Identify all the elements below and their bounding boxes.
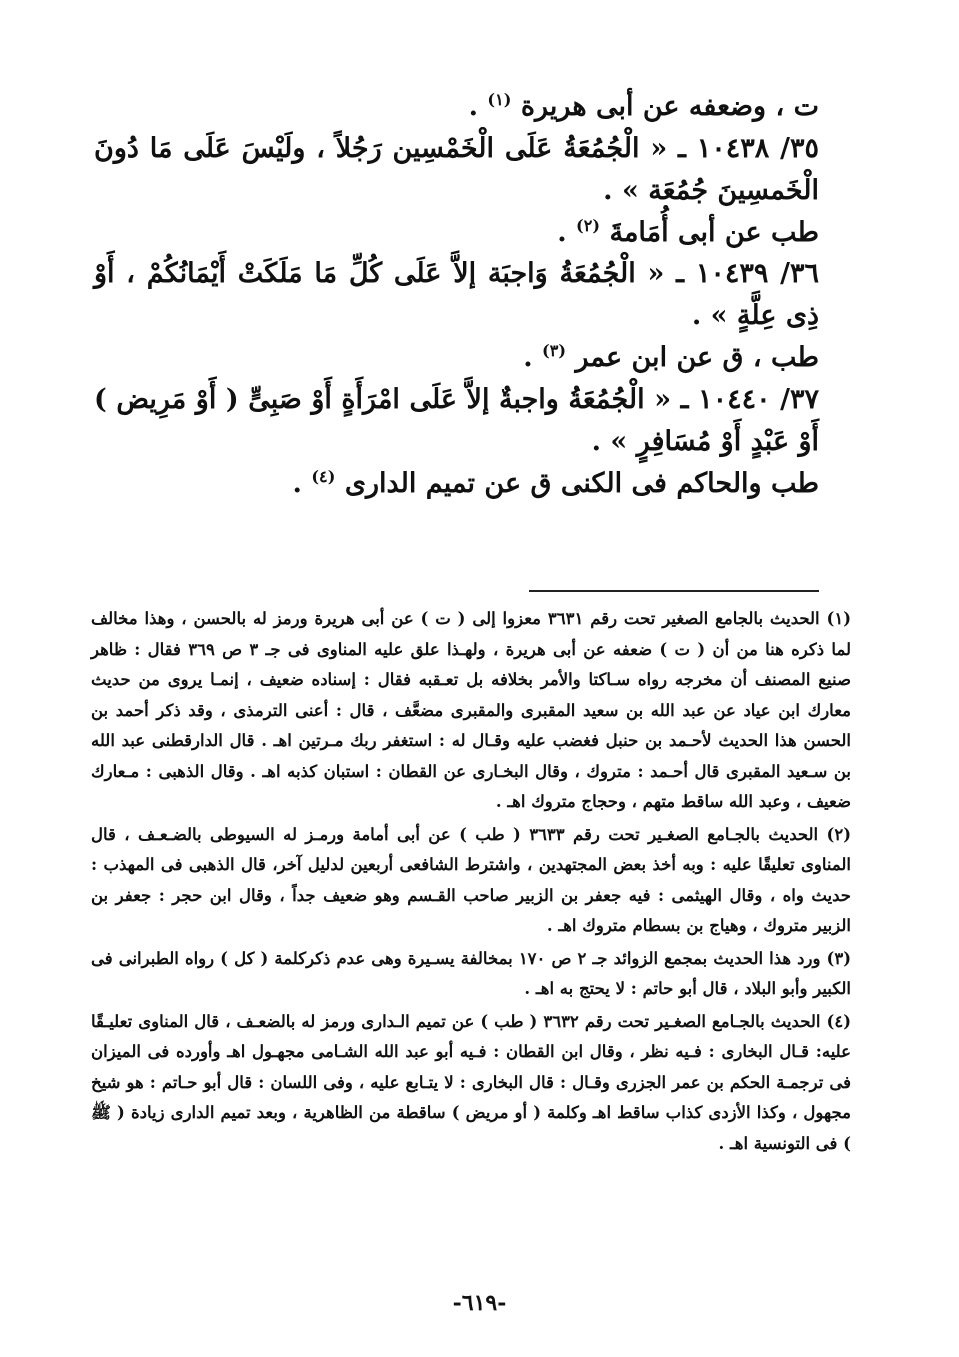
hadith-37: ٣٧/ ١٠٤٤٠ ـ « الْجُمُعَةُ واجبةٌ إلاَّ عَلَى امْرَأَةٍ أَوْ صَبِىٍّ ( أَوْ مَرِيض ) أَوْ عَبْدٍ أَوْ مُسَافِرٍ » . xyxy=(94,383,819,457)
source-line-35 xyxy=(94,212,819,254)
period: . xyxy=(557,216,567,248)
source-text: طب والحاكم فى الكنى ق عن تميم الدارى xyxy=(344,467,819,499)
hadith-36: ٣٦/ ١٠٤٣٩ ـ « الْجُمُعَةُ وَاجبَة إلاَّ عَلَى كُلِّ مَا مَلَكَتْ أَيْمَانُكُمْ ، أَوْ ذِى عِلَّةٍ » . xyxy=(94,258,819,332)
footnote-ref-1[interactable]: (١) xyxy=(487,90,512,109)
footnote-divider xyxy=(529,590,819,592)
period: . xyxy=(523,342,533,374)
hadith-35: ٣٥/ ١٠٤٣٨ ـ « الْجُمُعَةُ عَلَى الْخَمْسِين رَجُلاً ، ولَيْسَ عَلَى مَا دُونَ الْخَمسِينَ جُمُعَة » . xyxy=(94,132,819,206)
source-text: ت ، وضعفه عن أبى هريرة xyxy=(520,91,819,122)
page-number: -٦١٩- xyxy=(452,1290,507,1316)
footnote-4: (٤) الحديث بالجـامع الصغـير تحت رقم ٣٦٣٢ ( طب ) عن تميم الـدارى ورمز له بالضعـف ، قال المناوى تعليـقًا عليه: قـال البخارى : فـيه نظر ، وقال ابن القطان : فـيه أبو عبد الله الشـامى مجهـول اهـ وأورده فى الميزان فى ترجمـة الحكم بن عمر الجزرى وقـال : قال البخارى : لا يتـابع عليه ، وفى اللسان : قال أبو حـاتم : هو شيخ مجهول ، وكذا الأزدى كذاب ساقط اهـ وكلمة ( أو مريض ) ساقطة من الظاهرية ، وبعد تميم الدارى زيادة ( ﷺ ) فى التونسية اهـ . xyxy=(91,1011,851,1153)
period: . xyxy=(292,467,302,499)
source-text: طب ، ق عن ابن عمر xyxy=(575,342,819,374)
footnote-3: (٣) ورد هذا الحديث بمجمع الزوائد جـ ٢ ص ١٧٠ بمخالفة يسـيرة وهى عدم ذكركلمة ( كل ) رواه الطبرانى فى الكبير وأبو البلاد ، قال أبو حاتم : لا يحتج به اهـ . xyxy=(91,948,852,998)
source-line-36 xyxy=(94,337,819,379)
footnote-ref-4[interactable]: (٤) xyxy=(311,466,336,486)
hadith-main-text xyxy=(94,86,819,504)
footnote-ref-3[interactable]: (٣) xyxy=(542,341,567,361)
footnote-1: (١) الحديث بالجامع الصغير تحت رقم ٣٦٣١ معزوا إلى ( ت ) عن أبى هريرة ورمز له بالحسن ، وهذا مخالف لما ذكره هنا من أن ( ت ) ضعفه عن أبى هريرة ، ولهـذا علق عليه المناوى فى جـ ٣ ص ٣٦٩ فقال : ظاهر صنيع المصنف أن مخرجه رواه سـاكتا والأمر بخلافه بل تعـقبه فقال : إسناده ضعيف ، إنمـا يروى من حديث معارك ابن عياد عن عبد الله بن سعيد المقبرى والمقبرى مضعَّف ، قال : أعنى الترمذى ، وقد ذكر أحمد بن الحسن هذا الحديث لأحـمد بن حنبل فغضب عليه وقـال له : استغفر ربك مـرتين اهـ . قال الدارقطنى عبد الله بن سـعيد المقبرى قال أحـمد : متروك ، وقال البخـارى عن القطان : استبان كذبه اهـ . وقال الذهبى : مـعارك ضعيف ، وعبد الله ساقط متهم ، وحجاج متروك اهـ . xyxy=(91,609,852,811)
source-line-37 xyxy=(94,463,819,505)
footnotes-section xyxy=(91,604,851,1159)
source-line-34 xyxy=(94,86,819,128)
source-text: طب عن أبى أُمَامةَ xyxy=(609,216,819,248)
period: . xyxy=(468,91,478,122)
footnote-2: (٢) الحديث بالجـامع الصغـير تحت رقم ٣٦٣٣ ( طب ) عن أبى أمامة ورمـز له السيوطى بالضـعـف ، قال المناوى تعليقًا عليه : وبه أخذ بعض المجتهدين ، واشترط الشافعى أربعين لدليل آخر، قال الذهبى فى المهذب : حديث واه ، وقال الهيثمى : فيه جعفر بن الزبير صاحب القـسم وهو ضعيف جداً ، وقال ابن حجر : جعفر بن الزبير متروك ، وهياج بن بسطام متروك اهـ . xyxy=(91,824,851,935)
footnote-ref-2[interactable]: (٢) xyxy=(576,215,601,235)
